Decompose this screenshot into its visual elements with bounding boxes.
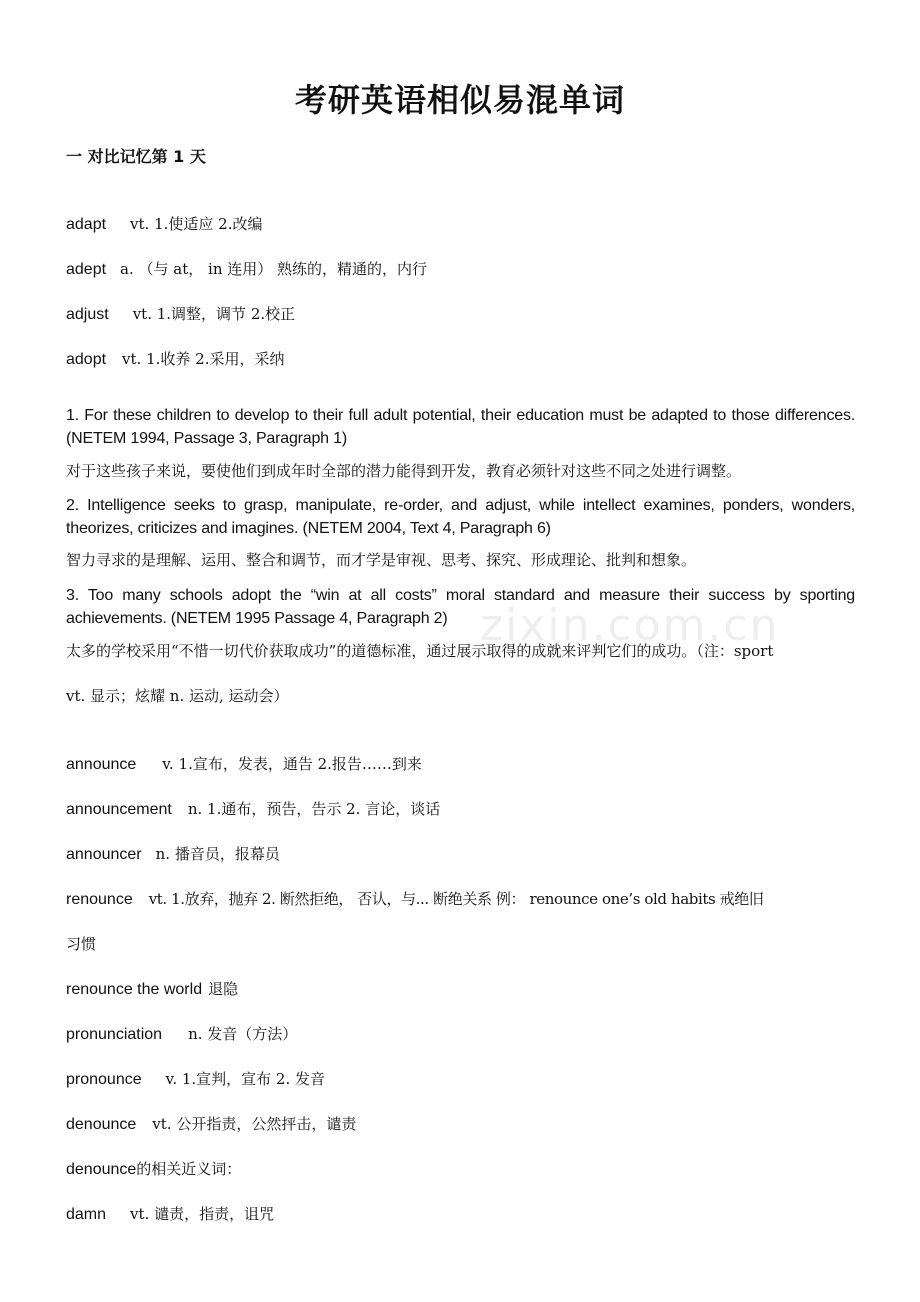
example-sentence-cn: 太多的学校采用“不惜一切代价获取成功”的道德标准，通过展示取得的成就来评判它们的成功。（注：sport <box>66 642 774 660</box>
vocab-entry <box>66 977 856 1002</box>
page-title: 考研英语相似易混单词 <box>294 81 625 119</box>
vocab-definition: v. 1.宣布，发表，通告 2.报告……到来 <box>162 755 422 773</box>
example-sentence-cn-continued: vt. 显示；炫耀 n. 运动, 运动会） <box>66 687 289 705</box>
vocab-definition: 的相关近义词： <box>136 1160 242 1178</box>
vocab-entry <box>66 302 856 327</box>
vocab-entry <box>66 257 856 282</box>
vocab-entry <box>66 1112 856 1137</box>
vocab-definition: 习惯 <box>66 935 97 953</box>
vocab-definition: n. 发音（方法） <box>188 1025 298 1043</box>
vocab-word: damn <box>66 1206 107 1223</box>
vocab-definition: vt. 1.使适应 2.改编 <box>130 215 263 233</box>
section-heading: 一 对比记忆第 1 天 <box>66 147 206 166</box>
vocab-word: pronounce <box>66 1071 142 1088</box>
vocab-word: denounce <box>66 1161 137 1178</box>
vocab-definition: vt. 公开指责，公然抨击，谴责 <box>152 1115 357 1133</box>
vocab-word: renounce <box>66 891 133 908</box>
example-sentence-en: 2. Intelligence seeks to grasp, manipulate, re-order, and adjust, while intellect examines, ponders, wonders, theorizes, criticizes and imagines. (NETEM 2004, Text 4, Paragraph 6) <box>66 497 855 537</box>
vocab-entry <box>66 347 856 372</box>
vocab-definition: vt. 1.收养 2.采用，采纳 <box>122 350 285 368</box>
vocab-word: announce <box>66 756 137 773</box>
vocab-definition: n. 播音员，报幕员 <box>155 845 280 863</box>
vocab-definition: vt. 谴责，指责，诅咒 <box>130 1205 275 1223</box>
vocab-entry <box>66 797 856 822</box>
vocab-entry <box>66 1157 856 1182</box>
watermark: zixin.com.cn <box>480 600 780 651</box>
example-sentence-en: 1. For these children to develop to their full adult potential, their education must be adapted to those differences. (NETEM 1994, Passage 3, Paragraph 1) <box>66 407 855 447</box>
vocab-word: adapt <box>66 216 107 233</box>
vocab-word: announcer <box>66 846 142 863</box>
vocab-word: denounce <box>66 1116 137 1133</box>
vocab-definition: a. （与 at， in 连用） 熟练的，精通的，内行 <box>120 260 428 278</box>
vocab-definition: vt. 1.放弃，抛弃 2. 断然拒绝， 否认，与... 断绝关系 例： renounce one’s old habits 戒绝旧 <box>148 890 764 908</box>
vocab-definition: n. 1.通布，预告，告示 2. 言论，谈话 <box>187 800 441 818</box>
example-sentence-cn: 智力寻求的是理解、运用、整合和调节，而才学是审视、思考、探究、形成理论、批判和想象。 <box>66 551 697 569</box>
vocab-word: adjust <box>66 306 109 323</box>
example-sentence-cn: 对于这些孩子来说，要使他们到成年时全部的潜力能得到开发，教育必须针对这些不同之处进行调整。 <box>66 462 742 480</box>
vocab-word: renounce the world <box>66 981 203 998</box>
vocab-word: adept <box>66 261 107 278</box>
vocab-entry <box>66 1202 856 1227</box>
vocab-word: adopt <box>66 351 107 368</box>
vocab-entry <box>66 887 856 912</box>
vocab-entry <box>66 1067 856 1092</box>
vocab-word: announcement <box>66 801 172 818</box>
vocab-entry-continued <box>66 932 856 957</box>
example-sentence-en: 3. Too many schools adopt the “win at all costs” moral standard and measure their success by sporting achievements. (NETEM 1995 Passage 4, Paragraph 2) <box>66 587 855 627</box>
vocab-definition: v. 1.宣判，宣布 2. 发音 <box>165 1070 326 1088</box>
vocab-definition: 退隐 <box>208 980 239 998</box>
vocab-entry <box>66 1022 856 1047</box>
vocab-entry <box>66 752 856 777</box>
vocab-entry <box>66 842 856 867</box>
vocab-word: pronunciation <box>66 1026 163 1043</box>
vocab-entry <box>66 212 856 237</box>
vocab-definition: vt. 1.调整，调节 2.校正 <box>132 305 296 323</box>
